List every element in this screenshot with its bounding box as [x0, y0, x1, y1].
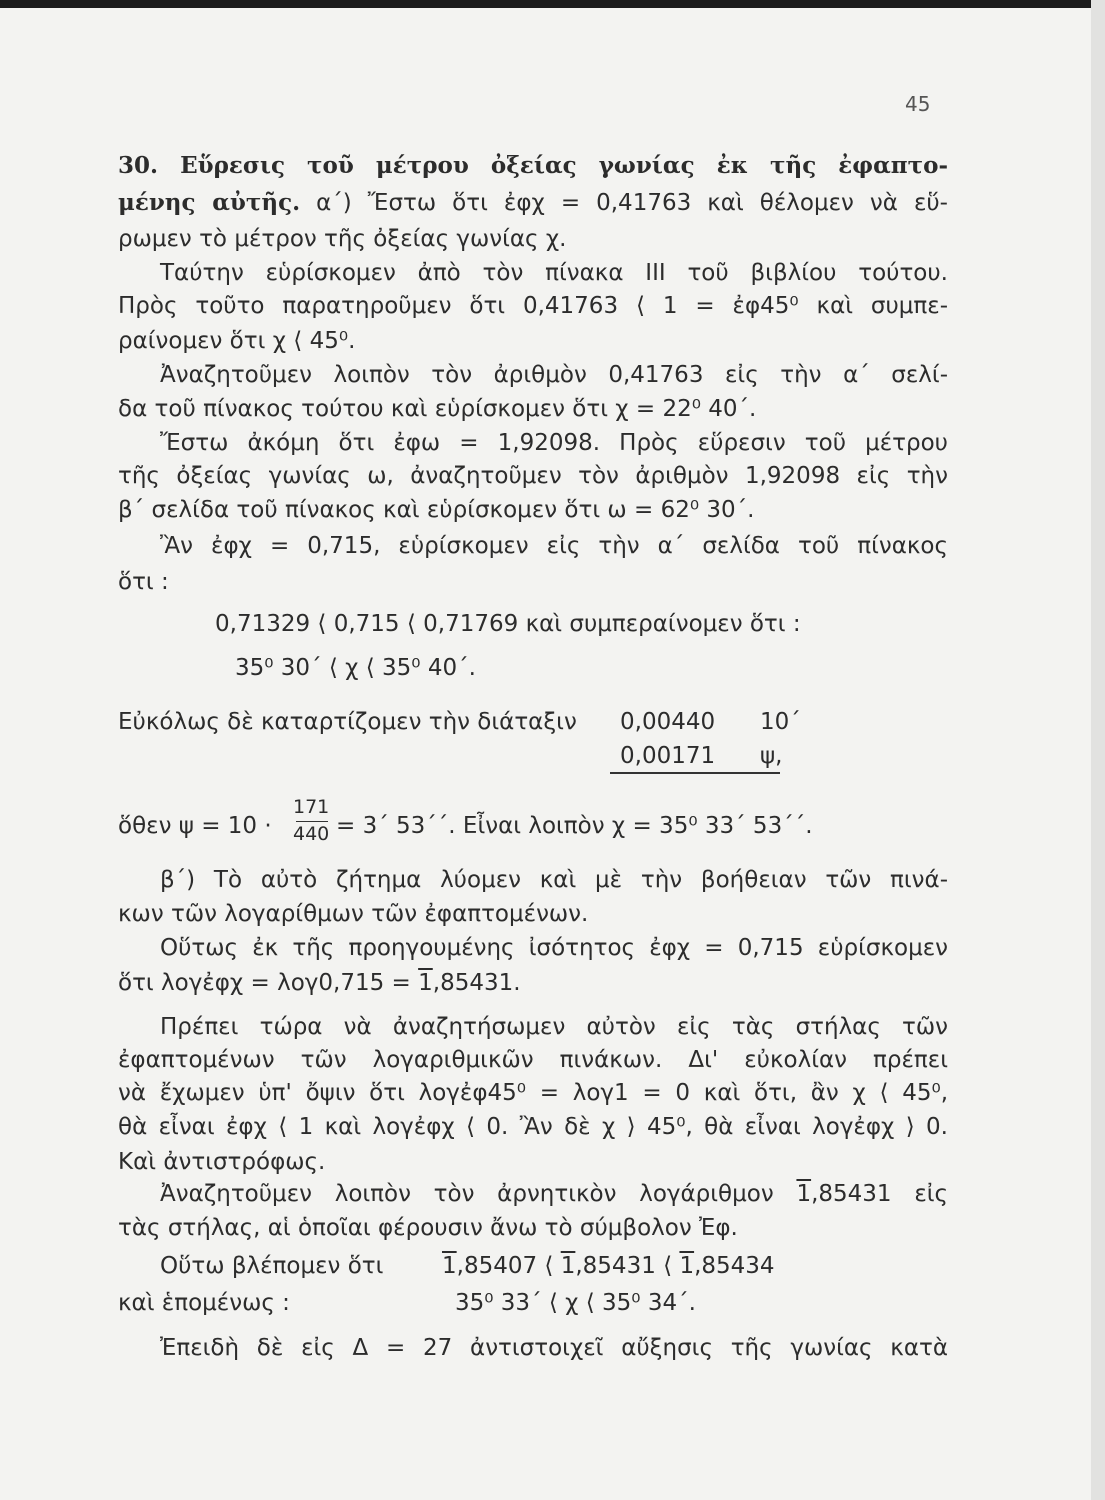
- text-span: α΄) Ἔστω ὅτι ἐφχ = 0,41763 καὶ θέλομεν νὰ εὕ-: [316, 190, 948, 216]
- text-line: θὰ εἶναι ἐφχ ⟨ 1 καὶ λογἐφχ ⟨ 0. Ἂν δὲ χ ⟩ 45⁰, θὰ εἶναι λογἐφχ ⟩ 0.: [118, 1114, 948, 1140]
- text-line: ὅτι :: [118, 569, 169, 595]
- scan-right-edge: [1091, 0, 1105, 1500]
- fraction-bar: [296, 821, 328, 822]
- text-span: εἰς: [914, 1181, 949, 1207]
- inequality-line: 0,71329 ⟨ 0,715 ⟨ 0,71769 καὶ συμπεραίνομεν ὅτι :: [215, 611, 801, 637]
- text-span: ,85431: [811, 1181, 892, 1207]
- text-span: καὶ ἑπομένως :: [118, 1290, 290, 1316]
- fraction-denominator: 440: [293, 823, 330, 845]
- scan-top-border: [0, 0, 1105, 8]
- text-line: [118, 967, 521, 999]
- inequality-line: 35⁰ 30΄ ⟨ χ ⟨ 35⁰ 40΄.: [235, 655, 476, 681]
- text-line: ραίνομεν ὅτι χ ⟨ 45⁰.: [118, 328, 356, 354]
- overbar-digit: 1: [796, 1181, 812, 1207]
- arrangement-text: Εὐκόλως δὲ καταρτίζομεν τὴν διάταξιν: [118, 709, 577, 735]
- overbar-digit: 1: [442, 1253, 457, 1279]
- text-span: ,85431 ⟨: [575, 1253, 673, 1279]
- text-line: ρωμεν τὸ μέτρον τῆς ὀξείας γωνίας χ.: [118, 226, 567, 252]
- section-title-cont: μένης αὐτῆς.: [118, 189, 301, 216]
- text-span: ,85431.: [432, 970, 521, 996]
- text-line: β΄) Τὸ αὐτὸ ζήτημα λύομεν καὶ μὲ τὴν βοήθειαν τῶν πινά-: [160, 867, 948, 893]
- text-line: [160, 1178, 948, 1210]
- arrangement-rule: [610, 772, 780, 774]
- text-span: ,85407 ⟨: [456, 1253, 554, 1279]
- overbar-digit: 1: [560, 1253, 576, 1279]
- log-inequality: [442, 1250, 775, 1282]
- arrangement-unit: 10΄: [760, 709, 801, 735]
- text-line: Ταύτην εὑρίσκομεν ἀπὸ τὸν πίνακα III τοῦ βιβλίου τούτου.: [160, 260, 948, 286]
- overbar-digit: 1: [679, 1253, 695, 1279]
- text-line: δα τοῦ πίνακος τούτου καὶ εὑρίσκομεν ὅτι χ = 22⁰ 40΄.: [118, 396, 757, 422]
- text-line: κων τῶν λογαρίθμων τῶν ἐφαπτομένων.: [118, 901, 589, 927]
- text-line: β΄ σελίδα τοῦ πίνακος καὶ εὑρίσκομεν ὅτι ω = 62⁰ 30΄.: [118, 497, 755, 523]
- text-line: Πρέπει τώρα νὰ ἀναζητήσωμεν αὐτὸν εἰς τὰς στήλας τῶν: [160, 1014, 948, 1040]
- text-line: Ἀναζητοῦμεν λοιπὸν τὸν ἀριθμὸν 0,41763 εἰς τὴν α΄ σελί-: [160, 362, 948, 388]
- text-line: τῆς ὀξείας γωνίας ω, ἀναζητοῦμεν τὸν ἀριθμὸν 1,92098 εἰς τὴν: [118, 463, 948, 489]
- text-line: Ἐπειδὴ δὲ εἰς Δ = 27 ἀντιστοιχεῖ αὔξησις τῆς γωνίας κατὰ: [160, 1335, 948, 1361]
- text-line: Ἂν ἐφχ = 0,715, εὑρίσκομεν εἰς τὴν α΄ σελίδα τοῦ πίνακος: [160, 533, 948, 559]
- text-line: Καὶ ἀντιστρόφως.: [118, 1149, 326, 1175]
- formula-end: = 3΄ 53΄΄. Εἶναι λοιπὸν χ = 35⁰ 33΄ 53΄΄.: [336, 813, 813, 839]
- arrangement-value: 0,00171: [620, 743, 716, 769]
- section-heading: [118, 150, 948, 182]
- text-span: ,85434: [694, 1253, 775, 1279]
- fraction-numerator: 171: [293, 796, 330, 818]
- text-span: ὅτι λογἐφχ = λογ0,715 =: [118, 970, 411, 996]
- section-title: 30. Εὕρεσις τοῦ μέτρου ὀξείας γωνίας ἐκ τῆς ἐφαπτο-: [118, 152, 948, 179]
- text-line: [118, 187, 948, 219]
- text-line: τὰς στήλας, αἱ ὁποῖαι φέρουσιν ἄνω τὸ σύμβολον Ἐφ.: [118, 1215, 738, 1241]
- inequality-line: 35⁰ 33΄ ⟨ χ ⟨ 35⁰ 34΄.: [455, 1290, 696, 1316]
- arrangement-unit: ψ,: [760, 743, 783, 769]
- text-line: νὰ ἔχωμεν ὑπ' ὄψιν ὅτι λογἐφ45⁰ = λογ1 = 0 καὶ ὅτι, ἂν χ ⟨ 45⁰,: [118, 1080, 948, 1106]
- text-span: Οὕτω βλέπομεν ὅτι: [160, 1253, 384, 1279]
- text-line: Οὕτως ἐκ τῆς προηγουμένης ἰσότητος ἐφχ = 0,715 εὑρίσκομεν: [160, 935, 948, 961]
- formula-start: ὅθεν ψ = 10 ·: [118, 813, 272, 839]
- page-number: 45: [905, 92, 931, 116]
- arrangement-value: 0,00440: [620, 709, 716, 735]
- text-span: Ἀναζητοῦμεν λοιπὸν τὸν ἀρνητικὸν λογάριθμον: [160, 1181, 774, 1207]
- text-line: Πρὸς τοῦτο παρατηροῦμεν ὅτι 0,41763 ⟨ 1 = ἐφ45⁰ καὶ συμπε-: [118, 293, 948, 319]
- text-line: Ἔστω ἀκόμη ὅτι ἐφω = 1,92098. Πρὸς εὕρεσιν τοῦ μέτρου: [160, 430, 948, 456]
- overbar-digit: 1: [418, 970, 433, 996]
- text-line: ἐφαπτομένων τῶν λογαριθμικῶν πινάκων. Δι' εὐκολίαν πρέπει: [118, 1047, 948, 1073]
